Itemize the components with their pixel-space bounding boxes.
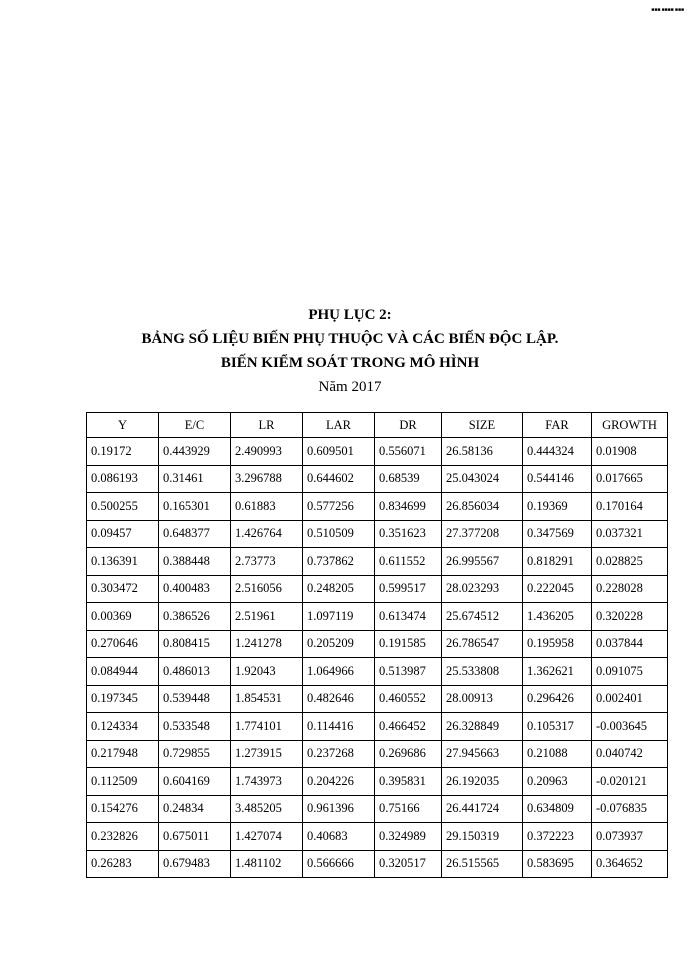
column-header-e-c: E/C [159,413,231,438]
table-row [87,548,668,576]
column-header-far: FAR [523,413,592,438]
table-cell: 26.441724 [442,795,523,823]
table-cell: 0.191585 [375,630,442,658]
table-cell: 25.043024 [442,465,523,493]
table-cell: 0.237268 [303,740,375,768]
table-cell: 0.599517 [375,575,442,603]
table-cell: 0.205209 [303,630,375,658]
table-cell: 2.490993 [231,438,303,466]
year-label: Năm 2017 [318,379,382,395]
table-cell: 0.388448 [159,548,231,576]
table-cell: 0.320517 [375,850,442,878]
table-cell: -0.076835 [592,795,668,823]
table-cell: 0.00369 [87,603,159,631]
appendix-label: PHỤ LỤC 2: [308,307,392,323]
table-cell: 1.92043 [231,658,303,686]
table-cell: 27.945663 [442,740,523,768]
table-row [87,795,668,823]
table-cell: 0.679483 [159,850,231,878]
table-row [87,438,668,466]
table-cell: 0.577256 [303,493,375,521]
table-cell: 0.386526 [159,603,231,631]
column-header-lr: LR [231,413,303,438]
page-header [0,305,700,399]
table-cell: 0.737862 [303,548,375,576]
table-cell: 0.19369 [523,493,592,521]
column-header-lar: LAR [303,413,375,438]
table-cell: 0.364652 [592,850,668,878]
table-header-row [87,413,668,438]
table-cell: 0.232826 [87,823,159,851]
table-cell: 3.296788 [231,465,303,493]
table-cell: 28.023293 [442,575,523,603]
table-cell: 0.270646 [87,630,159,658]
table-cell: 0.086193 [87,465,159,493]
table-cell: 0.675011 [159,823,231,851]
table-cell: 0.609501 [303,438,375,466]
table-cell: 0.533548 [159,713,231,741]
table-cell: 0.644602 [303,465,375,493]
table-cell: 0.112509 [87,768,159,796]
table-row [87,823,668,851]
table-cell: 0.443929 [159,438,231,466]
table-cell: 0.68539 [375,465,442,493]
table-row [87,768,668,796]
table-cell: 3.485205 [231,795,303,823]
table-cell: 0.154276 [87,795,159,823]
table-cell: 0.510509 [303,520,375,548]
table-cell: 2.51961 [231,603,303,631]
table-cell: 0.61883 [231,493,303,521]
table-cell: 0.500255 [87,493,159,521]
table-cell: 0.324989 [375,823,442,851]
table-row [87,685,668,713]
table-row [87,603,668,631]
table-cell: 0.648377 [159,520,231,548]
table-row [87,520,668,548]
table-cell: 0.228028 [592,575,668,603]
table-cell: 27.377208 [442,520,523,548]
table-cell: 0.808415 [159,630,231,658]
table-cell: 0.248205 [303,575,375,603]
table-cell: 0.040742 [592,740,668,768]
table-cell: 0.114416 [303,713,375,741]
table-cell: 0.834699 [375,493,442,521]
table-cell: 26.786547 [442,630,523,658]
table-cell: -0.003645 [592,713,668,741]
table-cell: 0.351623 [375,520,442,548]
table-cell: 0.961396 [303,795,375,823]
table-row [87,850,668,878]
table-row [87,713,668,741]
table-cell: 0.197345 [87,685,159,713]
table-cell: 0.136391 [87,548,159,576]
table-cell: 2.73773 [231,548,303,576]
table-cell: 0.486013 [159,658,231,686]
table-row [87,630,668,658]
table-cell: 0.613474 [375,603,442,631]
table-row [87,740,668,768]
table-cell: 1.854531 [231,685,303,713]
table-cell: 0.482646 [303,685,375,713]
table-cell: 25.533808 [442,658,523,686]
corner-mark: ■■■ ■■■■ ■■■ [651,8,684,13]
table-cell: 0.170164 [592,493,668,521]
table-cell: 0.017665 [592,465,668,493]
table-cell: 0.444324 [523,438,592,466]
table-title-line-2: BIẾN KIỂM SOÁT TRONG MÔ HÌNH [220,355,480,371]
table-cell: 0.105317 [523,713,592,741]
table-cell: 1.064966 [303,658,375,686]
table-cell: 1.097119 [303,603,375,631]
table-cell: 0.634809 [523,795,592,823]
table-cell: 26.192035 [442,768,523,796]
table-cell: 26.328849 [442,713,523,741]
table-cell: 2.516056 [231,575,303,603]
table-cell: 0.165301 [159,493,231,521]
table-cell: 0.195958 [523,630,592,658]
column-header-dr: DR [375,413,442,438]
table-cell: 0.24834 [159,795,231,823]
table-title-line-1: BẢNG SỐ LIỆU BIẾN PHỤ THUỘC VÀ CÁC BIẾN ĐỘC LẬP. [141,331,559,347]
table-cell: 0.073937 [592,823,668,851]
table-cell: 0.583695 [523,850,592,878]
table-cell: 0.544146 [523,465,592,493]
data-table [86,412,668,878]
table-cell: 0.818291 [523,548,592,576]
table-cell: 0.204226 [303,768,375,796]
table-cell: 0.091075 [592,658,668,686]
table-cell: 26.995567 [442,548,523,576]
table-cell: 26.856034 [442,493,523,521]
table-cell: 1.273915 [231,740,303,768]
table-cell: 0.037321 [592,520,668,548]
column-header-growth: GROWTH [592,413,668,438]
table-cell: 1.241278 [231,630,303,658]
table-row [87,658,668,686]
table-cell: 0.31461 [159,465,231,493]
table-cell: 0.539448 [159,685,231,713]
table-row [87,493,668,521]
table-cell: 0.19172 [87,438,159,466]
table-cell: 0.002401 [592,685,668,713]
table-cell: 0.395831 [375,768,442,796]
table-cell: 0.296426 [523,685,592,713]
table-cell: 0.611552 [375,548,442,576]
table-cell: 0.372223 [523,823,592,851]
table-cell: 1.362621 [523,658,592,686]
table-cell: 1.774101 [231,713,303,741]
table-cell: 26.515565 [442,850,523,878]
table-cell: 0.303472 [87,575,159,603]
table-cell: 1.426764 [231,520,303,548]
table-cell: 0.217948 [87,740,159,768]
table-cell: 0.269686 [375,740,442,768]
table-cell: 26.58136 [442,438,523,466]
table-cell: 25.674512 [442,603,523,631]
table-cell: 0.20963 [523,768,592,796]
table-cell: 0.400483 [159,575,231,603]
table-cell: 0.604169 [159,768,231,796]
table-cell: 1.436205 [523,603,592,631]
table-cell: 0.037844 [592,630,668,658]
table-cell: 0.028825 [592,548,668,576]
table-cell: 0.40683 [303,823,375,851]
table-cell: -0.020121 [592,768,668,796]
table-cell: 0.320228 [592,603,668,631]
table-cell: 0.26283 [87,850,159,878]
table-row [87,575,668,603]
table-cell: 0.75166 [375,795,442,823]
table-cell: 0.222045 [523,575,592,603]
table-cell: 0.347569 [523,520,592,548]
table-cell: 0.21088 [523,740,592,768]
table-cell: 29.150319 [442,823,523,851]
table-cell: 1.427074 [231,823,303,851]
table-cell: 0.566666 [303,850,375,878]
table-row [87,465,668,493]
table-cell: 0.729855 [159,740,231,768]
table-cell: 0.513987 [375,658,442,686]
table-cell: 1.481102 [231,850,303,878]
table-cell: 0.124334 [87,713,159,741]
table-cell: 28.00913 [442,685,523,713]
table-cell: 0.09457 [87,520,159,548]
table-cell: 0.460552 [375,685,442,713]
table-cell: 0.556071 [375,438,442,466]
table-cell: 0.01908 [592,438,668,466]
table-cell: 0.084944 [87,658,159,686]
table-body [87,438,668,878]
column-header-size: SIZE [442,413,523,438]
column-header-y: Y [87,413,159,438]
table-cell: 1.743973 [231,768,303,796]
table-cell: 0.466452 [375,713,442,741]
